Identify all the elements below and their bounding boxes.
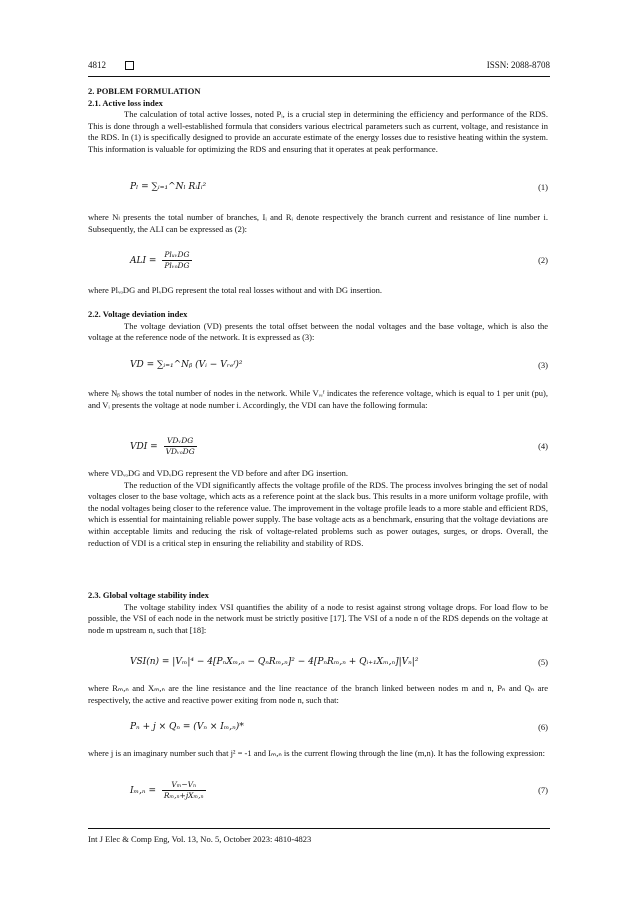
page-number: 4812 xyxy=(88,60,106,70)
section-2-2-block xyxy=(88,309,548,344)
paragraph-5: where Nᵦ shows the total number of nodes in the network. While Vᵣₑᶠ indicates the reference voltage, which is equal to 1 per unit (pu), and Vᵢ presents the voltage at node number i. Accordingly, the VDI can have the following formula: xyxy=(88,388,548,410)
equation-7 xyxy=(130,780,548,800)
paragraph-9: where Rₘ,ₙ and Xₘ,ₙ are the line resistance and the line reactance of the branch linked between nodes m and n, Pₙ and Qₙ are respectively, the active and reactive power exiting from node n, such that: xyxy=(88,683,548,705)
equation-2 xyxy=(130,250,548,270)
equation-1 xyxy=(130,182,548,202)
equation-2-number: (2) xyxy=(538,255,548,265)
paragraph-3-block xyxy=(88,285,548,297)
equation-7-denominator: Rₘ,ₙ+jXₘ,ₙ xyxy=(163,791,204,800)
equation-6-number: (6) xyxy=(538,722,548,732)
equation-2-fraction xyxy=(162,250,191,271)
page-header xyxy=(88,60,550,72)
subsection-title-2-2: 2.2. Voltage deviation index xyxy=(88,309,188,319)
equation-1-formula: Pₗ = ∑ᵢ₌₁^Nₗ RᵢIᵢ² xyxy=(130,182,207,192)
equation-7-numerator: Vₘ−Vₙ xyxy=(162,780,206,791)
equation-7-fraction xyxy=(162,780,206,801)
equation-2-denominator: PlᵥₒDG xyxy=(164,261,190,270)
paragraph-10-block xyxy=(88,748,548,760)
subsection-title-2-1: 2.1. Active loss index xyxy=(88,97,163,108)
section-title: 2. POBLEM FORMULATION xyxy=(88,86,201,96)
equation-3 xyxy=(130,360,548,380)
equation-3-number: (3) xyxy=(538,360,548,370)
equation-2-numerator: PlᵤᵥDG xyxy=(164,250,190,259)
square-icon xyxy=(125,61,134,70)
equation-7-number: (7) xyxy=(538,785,548,795)
equation-5 xyxy=(130,657,548,677)
equation-2-lhs: ALI = xyxy=(130,256,157,266)
paragraph-2-block xyxy=(88,212,548,235)
header-rule xyxy=(88,76,550,77)
paragraph-7: The reduction of the VDI significantly affects the voltage profile of the RDS. The process involves bringing the set of nodal voltages closer to the base voltage, which acts as a reference point at the slack bus. This results in a more uniform voltage profile, with the nodal voltages being closer to the reference value. The improvement in the voltage profile leads to a more stable and efficient RDS, which is essential for maintaining reliable power supply. The base voltage acts as a benchmark, ensuring that the voltage deviations are within acceptable limits and reducing the risk of voltage-related problems such as power outages, surges, or drops. Overall, the reduction of VDI is a critical step in ensuring the reliability and stability of RDS. xyxy=(88,479,548,548)
paragraph-9-block xyxy=(88,683,548,706)
paragraph-1: The calculation of total active losses, noted Pᵢ, is a crucial step in determining the efficiency and performance of the RDS. This is done through a well-established formula that considers various electrical parameters such as current, voltage, and resistance in the RDS. In (1) is specifically designed to provide an accurate estimate of the energy losses due to resistive heating within the system. This information is valuable for optimizing the RDS and ensuring that it operates at peak performance. xyxy=(88,109,548,154)
equation-5-number: (5) xyxy=(538,657,548,667)
equation-6-formula: Pₙ + j × Qₙ = (Vₙ × Iₘ,ₙ)* xyxy=(130,722,244,732)
section-2-block-a xyxy=(88,86,548,156)
paragraph-4: The voltage deviation (VD) presents the total offset between the nodal voltages and the base voltage, which is also the voltage at the reference node of the network. It is expressed as (3): xyxy=(88,320,548,343)
equation-4-lhs: VDI = xyxy=(130,442,158,452)
equation-3-formula: VD = ∑ᵢ₌₁^Nᵦ (Vᵢ − Vᵣₑᶠ)² xyxy=(130,360,243,370)
equation-4-denominator: VDᵥₒDG xyxy=(165,447,195,456)
issn-label: ISSN: 2088-8708 xyxy=(486,60,550,70)
equation-1-number: (1) xyxy=(538,182,548,192)
paragraph-2: where Nₗ presents the total number of branches, Iᵢ and Rᵢ denote respectively the branch current and resistance of line number i. Subsequently, the ALI can be expressed as (2): xyxy=(88,212,548,234)
section-2-3-block xyxy=(88,590,548,636)
equation-5-formula: VSI(n) = |Vₘ|⁴ − 4[PₙXₘ,ₙ − QₙRₘ,ₙ]² − 4[PₙRₘ,ₙ + Qᵢ₊₁Xₘ,ₙ]|Vₙ|² xyxy=(130,657,419,667)
section-2-2-block-b xyxy=(88,468,548,549)
equation-4-numerator: VDᵥDG xyxy=(164,436,197,447)
footer-rule xyxy=(88,828,550,829)
equation-4-fraction xyxy=(164,436,197,457)
paragraph-5-block xyxy=(88,388,548,411)
subsection-title-2-3: 2.3. Global voltage stability index xyxy=(88,590,209,600)
paragraph-6: where VDᵥₒDG and VDᵥDG represent the VD before and after DG insertion. xyxy=(88,468,349,478)
paragraph-8: The voltage stability index VSI quantifies the ability of a node to resist against strong voltage drops. For load flow to be possible, the VSI of each node in the network must be strictly positive [17]. The VSI of a node n of the RDS depends on the voltage at node m upstream n, such that [18]: xyxy=(88,601,548,635)
equation-6 xyxy=(130,722,548,742)
paragraph-3: where PlᵥₒDG and PlᵥDG represent the total real losses without and with DG insertion. xyxy=(88,285,383,295)
equation-7-lhs: Iₘ,ₙ = xyxy=(130,786,156,796)
equation-4 xyxy=(130,436,548,456)
paragraph-10: where j is an imaginary number such that j² = -1 and Iₘ,ₙ is the current flowing through the line (m,n). It has the following expression: xyxy=(88,748,545,758)
footer-citation: Int J Elec & Comp Eng, Vol. 13, No. 5, October 2023: 4810-4823 xyxy=(88,834,312,844)
equation-4-number: (4) xyxy=(538,441,548,451)
